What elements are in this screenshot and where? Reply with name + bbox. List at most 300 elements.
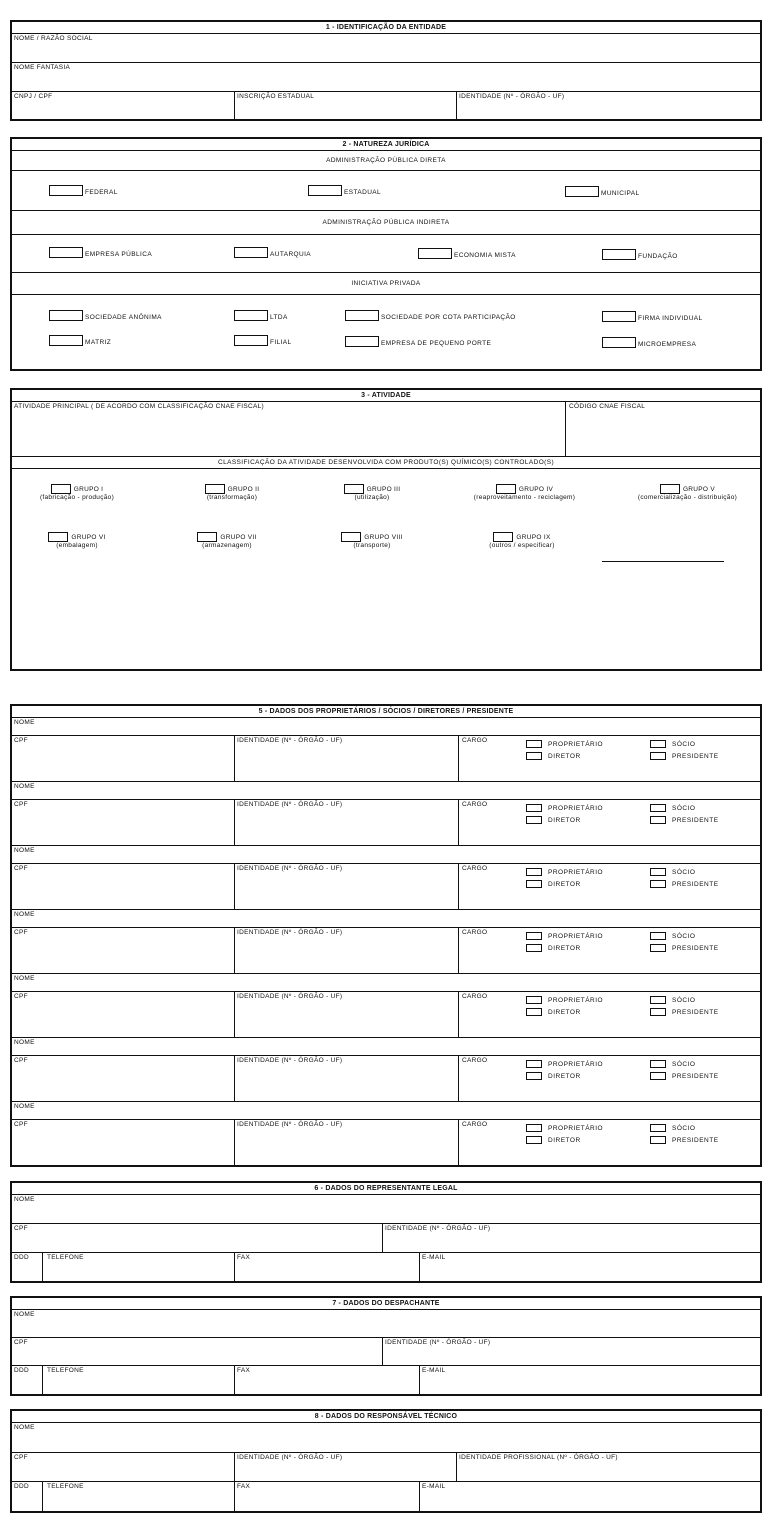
proprietario-label: PROPRIETÁRIO [548,932,604,940]
identidade-label: IDENTIDADE (Nº - ÓRGÃO - UF) [237,737,343,744]
proprietario-label: PROPRIETÁRIO [548,1060,604,1068]
cota-label: SOCIEDADE POR COTA PARTICIPAÇÃO [381,314,516,321]
grupo-9-checkbox[interactable] [493,532,513,542]
person-1-nome-field[interactable] [12,718,760,736]
epp-label: EMPRESA DE PEQUENO PORTE [381,340,492,347]
cargo-proprietario[interactable] [526,1124,603,1132]
presidente-label: PRESIDENTE [672,752,719,760]
presidente-checkbox[interactable] [650,752,666,760]
grupo-9-label: GRUPO IX [516,533,551,541]
section-8-title: 8 - DADOS DO RESPONSÁVEL TÉCNICO [12,1411,760,1423]
diretor-checkbox[interactable] [526,752,542,760]
diretor-checkbox[interactable] [526,1136,542,1144]
cargo-presidente[interactable] [650,880,719,888]
proprietario-label: PROPRIETÁRIO [548,804,604,812]
matriz-label: MATRIZ [85,339,112,346]
divider [234,864,235,909]
filial-label: FILIAL [270,339,292,346]
identidade-label: IDENTIDADE (Nº - ÓRGÃO - UF) [237,1121,343,1128]
filial-checkbox[interactable] [234,335,268,346]
privada-label: INICIATIVA PRIVADA [351,280,421,287]
option-matriz[interactable] [49,335,111,346]
cota-checkbox[interactable] [345,310,379,321]
autarquia-checkbox[interactable] [234,247,268,258]
desp-ddd-label: DDD [14,1367,29,1374]
presidente-label: PRESIDENTE [672,1008,719,1016]
presidente-label: PRESIDENTE [672,1136,719,1144]
divider [458,992,459,1037]
desp-nome-label: NOME [14,1311,35,1318]
grupo-7-desc: (armazenagem) [202,542,252,549]
person-7-details-row [12,1120,760,1166]
outros-especificar-line[interactable] [602,561,724,562]
proprietario-checkbox[interactable] [526,996,542,1004]
grupo-7-label: GRUPO VII [220,533,257,541]
cpf-label: CPF [14,737,28,744]
cargo-diretor[interactable] [526,880,581,888]
socio-label: SÓCIO [672,932,696,940]
presidente-label: PRESIDENTE [672,944,719,952]
nome-label: NOME [14,911,35,918]
grupo-7-checkbox[interactable] [197,532,217,542]
federal-label: FEDERAL [85,189,118,196]
divider [458,800,459,845]
tec-contato-row [12,1482,760,1512]
divider [458,928,459,973]
indireta-header [12,211,760,235]
proprietario-label: PROPRIETÁRIO [548,868,604,876]
identidade-label: IDENTIDADE (Nº - ÓRGÃO - UF) [237,993,343,1000]
rep-nome-field[interactable] [12,1195,760,1224]
option-federal[interactable] [49,185,118,196]
divider [419,1482,420,1512]
cargo-proprietario[interactable] [526,932,603,940]
diretor-label: DIRETOR [548,1072,581,1080]
cargo-label: CARGO [462,1057,488,1064]
socio-checkbox[interactable] [650,996,666,1004]
rep-contato-row [12,1253,760,1282]
direta-label: ADMINISTRAÇÃO PÚBLICA DIRETA [326,157,446,164]
tec-identidade-prof-label: IDENTIDADE PROFISSIONAL (Nº - ÓRGÃO - UF) [459,1454,618,1461]
diretor-checkbox[interactable] [526,1072,542,1080]
section-identificacao [10,20,762,121]
grupo-6[interactable] [22,532,132,549]
proprietario-checkbox[interactable] [526,1124,542,1132]
person-2-nome-field[interactable] [12,782,760,800]
socio-checkbox[interactable] [650,868,666,876]
firma-label: FIRMA INDIVIDUAL [638,315,703,322]
cargo-label: CARGO [462,737,488,744]
cargo-presidente[interactable] [650,1136,719,1144]
desp-fax-label: FAX [237,1367,251,1374]
tec-nome-field[interactable] [12,1423,760,1453]
economia-mista-label: ECONOMIA MISTA [454,252,516,259]
desp-cpf-row [12,1338,760,1366]
nome-fantasia-field[interactable] [12,63,760,92]
tec-cpf-label: CPF [14,1454,28,1461]
nome-label: NOME [14,1103,35,1110]
grupo-5-desc: (comercialização - distribuição) [637,494,738,501]
desp-telefone-label: TELEFONE [47,1367,84,1374]
section-despachante [10,1296,762,1396]
estadual-label: ESTADUAL [344,189,382,196]
socio-label: SÓCIO [672,1124,696,1132]
option-economia-mista[interactable] [418,248,516,259]
option-autarquia[interactable] [234,247,311,258]
desp-identidade-label: IDENTIDADE (Nº - ÓRGÃO - UF) [385,1339,491,1346]
person-4-nome-field[interactable] [12,910,760,928]
rep-fax-label: FAX [237,1254,251,1261]
nome-fantasia-label: NOME FANTASIA [14,64,71,71]
grupo-4-desc: (reaproveitamento - reciclagem) [473,494,576,501]
estadual-checkbox[interactable] [308,185,342,196]
cargo-proprietario[interactable] [526,804,603,812]
person-6-details-row [12,1056,760,1102]
divider [234,1253,235,1282]
presidente-checkbox[interactable] [650,1008,666,1016]
presidente-label: PRESIDENTE [672,1072,719,1080]
divider [458,736,459,781]
presidente-checkbox[interactable] [650,816,666,824]
grupo-8-desc: (transporte) [353,542,391,549]
cargo-proprietario[interactable] [526,740,603,748]
cargo-diretor[interactable] [526,752,581,760]
sa-label: SOCIEDADE ANÔNIMA [85,314,162,321]
cpf-label: CPF [14,865,28,872]
cargo-diretor[interactable] [526,1072,581,1080]
nome-label: NOME [14,783,35,790]
cargo-proprietario[interactable] [526,996,603,1004]
divider [458,1056,459,1101]
grupo-6-checkbox[interactable] [48,532,68,542]
diretor-label: DIRETOR [548,752,581,760]
cargo-diretor[interactable] [526,1008,581,1016]
socio-label: SÓCIO [672,1060,696,1068]
desp-contato-row [12,1366,760,1395]
divider [234,1366,235,1395]
grupo-2[interactable] [177,484,287,501]
person-6-nome-field[interactable] [12,1038,760,1056]
grupo-3-desc: (utilização) [354,494,390,501]
option-empresa-publica[interactable] [49,247,152,258]
cpf-label: CPF [14,929,28,936]
option-estadual[interactable] [308,185,381,196]
divider [458,864,459,909]
grupo-4-label: GRUPO IV [518,485,554,493]
cargo-socio[interactable] [650,1060,695,1068]
classificacao-header [12,457,760,469]
rep-nome-label: NOME [14,1196,35,1203]
grupo-6-label: GRUPO VI [71,533,106,541]
presidente-checkbox[interactable] [650,944,666,952]
micro-checkbox[interactable] [602,337,636,348]
tec-cpf-row [12,1453,760,1482]
divider [419,1253,420,1282]
cargo-diretor[interactable] [526,944,581,952]
razao-social-field[interactable] [12,34,760,63]
rep-email-label: E-MAIL [422,1254,446,1261]
micro-label: MICROEMPRESA [638,341,697,348]
identidade-label: IDENTIDADE (Nº - ÓRGÃO - UF) [237,1057,343,1064]
divider [234,800,235,845]
option-firma[interactable] [602,311,703,322]
classificacao-label: CLASSIFICAÇÃO DA ATIVIDADE DESENVOLVIDA COM PRODUTO(S) QUÍMICO(S) CONTROLADO(S) [217,459,555,466]
cargo-socio[interactable] [650,1124,695,1132]
divider [234,1056,235,1101]
nome-label: NOME [14,1039,35,1046]
nome-label: NOME [14,975,35,982]
presidente-label: PRESIDENTE [672,816,719,824]
divider [456,92,457,120]
socio-label: SÓCIO [672,868,696,876]
cargo-label: CARGO [462,993,488,1000]
diretor-label: DIRETOR [548,1008,581,1016]
section-2-title: 2 - NATUREZA JURÍDICA [12,139,760,151]
option-ltda[interactable] [234,310,288,321]
divider [234,92,235,120]
cargo-label: CARGO [462,801,488,808]
divider [42,1253,43,1282]
rep-telefone-label: TELEFONE [47,1254,84,1261]
diretor-checkbox[interactable] [526,1008,542,1016]
indireta-label: ADMINISTRAÇÃO PÚBLICA INDIRETA [322,219,450,226]
rep-cpf-label: CPF [14,1225,28,1232]
identidade-label: IDENTIDADE (Nº - ÓRGÃO - UF) [237,801,343,808]
section-proprietarios [10,704,762,1167]
grupo-1-checkbox[interactable] [51,484,71,494]
cnpj-label: CNPJ / CPF [14,93,53,100]
proprietario-label: PROPRIETÁRIO [548,996,604,1004]
cargo-presidente[interactable] [650,1008,719,1016]
divider [234,928,235,973]
cargo-socio[interactable] [650,868,695,876]
diretor-checkbox[interactable] [526,944,542,952]
person-2-details-row [12,800,760,846]
socio-label: SÓCIO [672,996,696,1004]
cargo-proprietario[interactable] [526,1060,603,1068]
cpf-label: CPF [14,993,28,1000]
grupo-1-label: GRUPO I [73,485,104,493]
socio-checkbox[interactable] [650,1124,666,1132]
person-1-details-row [12,736,760,782]
diretor-label: DIRETOR [548,1136,581,1144]
municipal-checkbox[interactable] [565,186,599,197]
proprietario-label: PROPRIETÁRIO [548,1124,604,1132]
option-micro[interactable] [602,337,696,348]
grupo-8[interactable] [317,532,427,549]
grupo-9-desc: (outros / especificar) [489,542,555,549]
cargo-socio[interactable] [650,804,695,812]
divider [456,1453,457,1481]
s1-row-3 [12,92,760,120]
person-4-details-row [12,928,760,974]
matriz-checkbox[interactable] [49,335,83,346]
economia-mista-checkbox[interactable] [418,248,452,259]
firma-checkbox[interactable] [602,311,636,322]
proprietario-checkbox[interactable] [526,868,542,876]
cargo-diretor[interactable] [526,816,581,824]
tec-fax-label: FAX [237,1483,251,1490]
divider [565,402,566,456]
grupo-8-label: GRUPO VIII [364,533,403,541]
divider [42,1366,43,1395]
atividade-row [12,402,760,457]
cargo-socio[interactable] [650,932,695,940]
socio-label: SÓCIO [672,740,696,748]
person-3-details-row [12,864,760,910]
person-5-nome-field[interactable] [12,974,760,992]
cargo-presidente[interactable] [650,816,719,824]
presidente-checkbox[interactable] [650,1072,666,1080]
cargo-presidente[interactable] [650,752,719,760]
grupo-4[interactable] [452,484,597,501]
option-epp[interactable] [345,336,491,347]
section-7-title: 7 - DADOS DO DESPACHANTE [12,1298,760,1310]
grupo-3-checkbox[interactable] [344,484,364,494]
option-fundacao[interactable] [602,249,678,260]
indireta-options [12,235,760,273]
tec-telefone-label: TELEFONE [47,1483,84,1490]
person-3-nome-field[interactable] [12,846,760,864]
divider [234,992,235,1037]
cpf-label: CPF [14,801,28,808]
rep-cpf-row [12,1224,760,1253]
cpf-label: CPF [14,1121,28,1128]
grupo-5[interactable] [615,484,760,501]
direta-options [12,171,760,211]
empresa-publica-checkbox[interactable] [49,247,83,258]
rep-ddd-label: DDD [14,1254,29,1261]
diretor-label: DIRETOR [548,880,581,888]
diretor-label: DIRETOR [548,944,581,952]
socio-checkbox[interactable] [650,1060,666,1068]
grupo-9[interactable] [467,532,577,549]
desp-cpf-label: CPF [14,1339,28,1346]
grupo-4-checkbox[interactable] [496,484,516,494]
section-6-title: 6 - DADOS DO REPRESENTANTE LEGAL [12,1183,760,1195]
cargo-label: CARGO [462,865,488,872]
nome-label: NOME [14,719,35,726]
grupo-5-checkbox[interactable] [660,484,680,494]
empresa-publica-label: EMPRESA PÚBLICA [85,251,153,258]
person-5-details-row [12,992,760,1038]
fundacao-checkbox[interactable] [602,249,636,260]
section-representante-legal [10,1181,762,1283]
grupo-7[interactable] [172,532,282,549]
grupo-2-label: GRUPO II [227,485,260,493]
grupo-8-checkbox[interactable] [341,532,361,542]
ltda-label: LTDA [270,314,288,321]
proprietario-checkbox[interactable] [526,1060,542,1068]
cnae-label: CÓDIGO CNAE FISCAL [569,403,646,410]
section-natureza-juridica [10,137,762,371]
desp-email-label: E-MAIL [422,1367,446,1374]
section-5-title: 5 - DADOS DOS PROPRIETÁRIOS / SÓCIOS / DIRETORES / PRESIDENTE [12,706,760,718]
socio-label: SÓCIO [672,804,696,812]
grupo-3-label: GRUPO III [366,485,401,493]
socio-checkbox[interactable] [650,740,666,748]
ltda-checkbox[interactable] [234,310,268,321]
section-1-title: 1 - IDENTIFICAÇÃO DA ENTIDADE [12,22,760,34]
fundacao-label: FUNDAÇÃO [638,253,678,260]
divider [458,1120,459,1166]
diretor-checkbox[interactable] [526,880,542,888]
proprietario-checkbox[interactable] [526,932,542,940]
tec-ddd-label: DDD [14,1483,29,1490]
divider [234,1482,235,1512]
privada-header [12,273,760,295]
option-sa[interactable] [49,310,162,321]
grupo-5-label: GRUPO V [682,485,716,493]
sa-checkbox[interactable] [49,310,83,321]
federal-checkbox[interactable] [49,185,83,196]
grupo-3[interactable] [317,484,427,501]
cargo-presidente[interactable] [650,1072,719,1080]
direta-header [12,151,760,171]
grupo-2-checkbox[interactable] [205,484,225,494]
divider [419,1366,420,1395]
grupo-1[interactable] [12,484,142,501]
desp-nome-field[interactable] [12,1310,760,1338]
cargo-presidente[interactable] [650,944,719,952]
option-municipal[interactable] [565,186,640,197]
atividade-principal-label: ATIVIDADE PRINCIPAL ( DE ACORDO COM CLASSIFICAÇÃO CNAE FISCAL) [14,403,264,410]
divider [234,1120,235,1166]
cargo-socio[interactable] [650,996,695,1004]
epp-checkbox[interactable] [345,336,379,347]
section-responsavel-tecnico [10,1409,762,1513]
identidade-label: IDENTIDADE (Nº - ÓRGÃO - UF) [459,93,565,100]
socio-checkbox[interactable] [650,804,666,812]
cargo-label: CARGO [462,1121,488,1128]
divider [234,1453,235,1481]
identidade-label: IDENTIDADE (Nº - ÓRGÃO - UF) [237,865,343,872]
cargo-socio[interactable] [650,740,695,748]
identidade-label: IDENTIDADE (Nº - ÓRGÃO - UF) [237,929,343,936]
section-3-title: 3 - ATIVIDADE [12,390,760,402]
presidente-checkbox[interactable] [650,1136,666,1144]
proprietario-checkbox[interactable] [526,804,542,812]
diretor-label: DIRETOR [548,816,581,824]
cargo-label: CARGO [462,929,488,936]
presidente-label: PRESIDENTE [672,880,719,888]
nome-label: NOME [14,847,35,854]
inscricao-label: INSCRIÇÃO ESTADUAL [237,93,315,100]
option-filial[interactable] [234,335,292,346]
proprietario-label: PROPRIETÁRIO [548,740,604,748]
divider [42,1482,43,1512]
presidente-checkbox[interactable] [650,880,666,888]
socio-checkbox[interactable] [650,932,666,940]
option-cota[interactable] [345,310,516,321]
tec-nome-label: NOME [14,1424,35,1431]
grupo-6-desc: (embalagem) [56,542,98,549]
privada-options [12,295,760,371]
tec-identidade-label: IDENTIDADE (Nº - ÓRGÃO - UF) [237,1454,343,1461]
person-7-nome-field[interactable] [12,1102,760,1120]
divider [382,1338,383,1365]
rep-identidade-label: IDENTIDADE (Nº - ÓRGÃO - UF) [385,1225,491,1232]
diretor-checkbox[interactable] [526,816,542,824]
cargo-diretor[interactable] [526,1136,581,1144]
divider [382,1224,383,1252]
proprietario-checkbox[interactable] [526,740,542,748]
autarquia-label: AUTARQUIA [270,251,312,258]
cargo-proprietario[interactable] [526,868,603,876]
grupo-2-desc: (transformação) [206,494,258,501]
razao-social-label: NOME / RAZÃO SOCIAL [14,35,93,42]
grupo-1-desc: (fabricação - produção) [39,494,115,501]
